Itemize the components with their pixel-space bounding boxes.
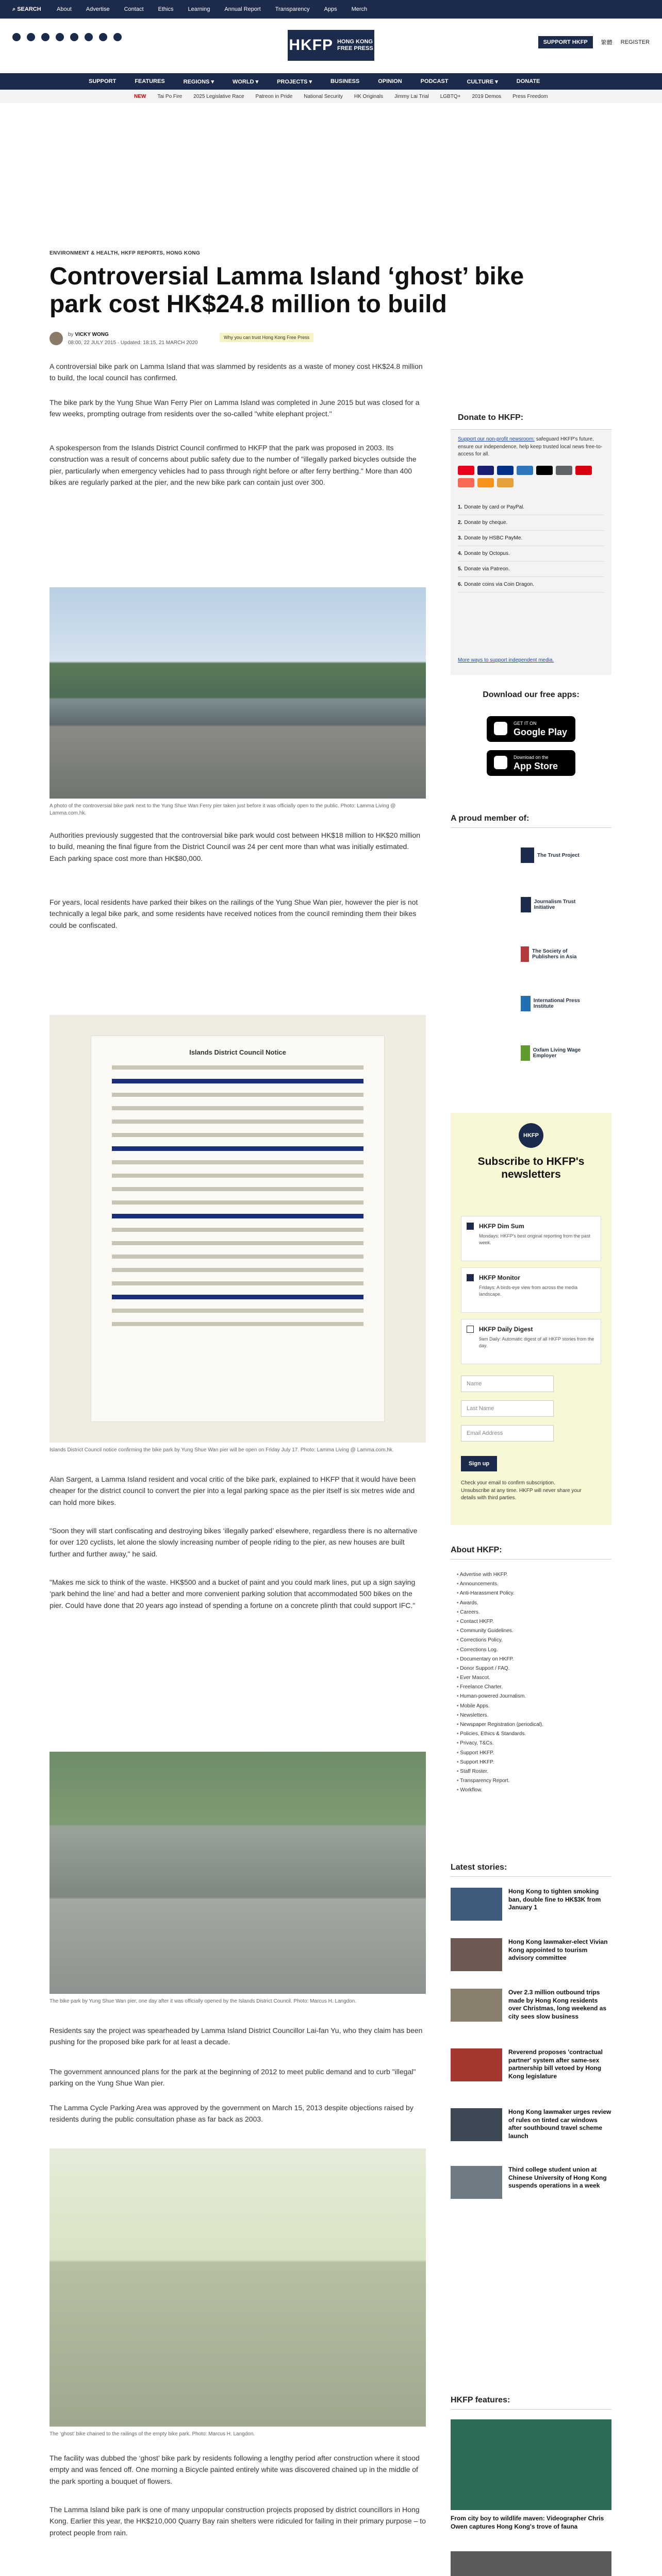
checkbox-icon[interactable]: [467, 1223, 474, 1230]
top-link-about[interactable]: About: [57, 6, 72, 12]
hkfp-badge: HKFP: [519, 1123, 543, 1148]
about-title: About HKFP:: [451, 1546, 611, 1560]
amex-icon: [517, 466, 533, 475]
about-link[interactable]: • Anti-Harassment Policy.: [457, 1589, 606, 1598]
x-icon[interactable]: [27, 33, 35, 41]
article-paragraph: Alan Sargent, a Lamma Island resident and vocal critic of the bike park, explained to HKFP that it would have been cheaper for the district council to convert the pier into a legal parking space as the pier itself is six metres wide and can hold more bikes.: [49, 1475, 416, 1506]
google-play-icon: [494, 722, 507, 735]
newsletter-option-dim-sum[interactable]: HKFP Dim Sum Mondays: HKFP's best original reporting from the past week.: [461, 1216, 601, 1261]
story-thumbnail: [451, 1888, 502, 1921]
first-name-input[interactable]: Name: [461, 1376, 554, 1392]
search-link[interactable]: ⌕ SEARCH: [12, 6, 41, 12]
notice-document: [91, 1036, 385, 1422]
brand-actions: [538, 36, 650, 48]
features-title: HKFP features:: [451, 2396, 611, 2410]
latest-story[interactable]: Third college student union at Chinese University of Hong Kong suspends operations in a week: [451, 2166, 611, 2212]
article-paragraph: For years, local residents have parked their bikes on the railings of the Yung Shue Wan pier, however the pier is not technically a legal bike park, and some residents have received notices from the council reminding them their bikes could be confiscated.: [49, 898, 418, 929]
threads-icon[interactable]: [56, 33, 64, 41]
apple-icon: [494, 756, 507, 769]
story-thumbnail: [451, 2166, 502, 2199]
linkedin-icon[interactable]: [85, 33, 93, 41]
parked-bikes-photo: [49, 1752, 426, 1994]
top-link-learning[interactable]: Learning: [188, 6, 210, 12]
signup-note: Check your email to confirm subscription. Unsubscribe at any time. HKFP will never share your details with third parties.: [461, 1480, 582, 1501]
latest-story[interactable]: Reverend proposes 'contractual partner' system after same-sex partnership bill vetoed by Hong Kong legislature: [451, 2048, 611, 2095]
top-link-merch[interactable]: Merch: [351, 6, 368, 12]
search-icon: ⌕: [12, 6, 18, 12]
trending-nav: [0, 90, 662, 103]
checkbox-icon[interactable]: [467, 1274, 474, 1281]
social-icons: [12, 33, 122, 41]
trending-link[interactable]: Patreon in Pride: [255, 94, 293, 99]
about-link[interactable]: • Documentary on HKFP.: [457, 1655, 606, 1664]
article-paragraph: "Soon they will start confiscating and destroying bikes ‘illegally parked’ elsewhere, regardless there is no alternative for over 120 cyclists, let alone the slowly increasing number of people riding to the pier, as new houses are built further and further away," he said.: [49, 1527, 418, 1558]
top-link-apps[interactable]: Apps: [324, 6, 337, 12]
publish-dates: 08:00, 22 JULY 2015 · Updated: 18:15, 21 MARCH 2020: [68, 340, 198, 346]
about-link[interactable]: • Policies, Ethics & Standards.: [457, 1730, 606, 1739]
story-thumbnail: [451, 1938, 502, 1971]
newsletter-option-monitor[interactable]: HKFP Monitor Fridays: A birds-eye view from across the media landscape.: [461, 1267, 601, 1313]
nav-world[interactable]: WORLD ▾: [232, 79, 259, 85]
feature-story[interactable]: From city boy to wildlife maven: Videographer Chris Owen captures Hong Kong's trove of fauna: [451, 2419, 611, 2531]
mastercard-icon: [458, 466, 474, 475]
support-hkfp-button[interactable]: SUPPORT HKFP: [538, 36, 593, 48]
trending-link[interactable]: Tai Po Fire: [157, 94, 183, 99]
payment-methods: [458, 466, 597, 487]
story-thumbnail: [451, 1989, 502, 2022]
nav-projects[interactable]: PROJECTS ▾: [277, 79, 312, 85]
trending-link[interactable]: 2025 Legislative Race: [193, 94, 244, 99]
nav-culture[interactable]: CULTURE ▾: [467, 79, 498, 85]
article-paragraph: Residents say the project was spearheaded by Lamma Island District Councillor Lai-fan Yu, who they claim has been pushing for the proposed bike park for at least a decade.: [49, 2026, 423, 2046]
photo-caption: The ‘ghost’ bike chained to the railings of the empty bike park. Photo: Marcus H. Langdon.: [49, 2431, 255, 2437]
nav-opinion[interactable]: OPINION: [378, 78, 402, 84]
about-link[interactable]: • Awards.: [457, 1599, 606, 1608]
article-headline: Controversial Lamma Island ‘ghost’ bike park cost HK$24.8 million to build: [49, 263, 524, 318]
hkfp-logo[interactable]: [288, 30, 374, 61]
about-link[interactable]: • Contact HKFP.: [457, 1617, 606, 1626]
feature-image: [451, 2551, 611, 2576]
nav-business[interactable]: BUSINESS: [330, 78, 360, 84]
member-of-title: A proud member of:: [451, 814, 611, 828]
rss-icon[interactable]: [113, 33, 122, 41]
author-name[interactable]: VICKY WONG: [75, 332, 109, 337]
top-link-ethics[interactable]: Ethics: [158, 6, 174, 12]
latest-story[interactable]: Hong Kong to tighten smoking ban, double fine to HK$3K from January 1: [451, 1888, 611, 1934]
byline: [49, 330, 359, 350]
article-paragraph: The Lamma Cycle Parking Area was approved by the government on March 15, 2013 despite objections raised by residents during the public consultation phase as far back as 2003.: [49, 2104, 413, 2124]
instagram-icon[interactable]: [41, 33, 49, 41]
photo-caption: The bike park by Yung Shue Wan pier, one day after it was officially opened by the Islands District Council. Photo: Marcus H. Langdon.: [49, 1998, 357, 2004]
bitcoin-icon: [477, 478, 494, 487]
donate-method-list: [458, 500, 604, 592]
article-paragraph: The government announced plans for the park at the beginning of 2012 to meet public demand and to curb "illegal" parking on the Yung Shue Wan pier.: [49, 2067, 416, 2088]
donate-intro: Support our non-profit newsroom: safeguard HKFP's future, ensure our independence, help keep trusted local news free-to-access for all.: [458, 436, 603, 457]
author: by VICKY WONG: [68, 332, 109, 337]
story-thumbnail: [451, 2048, 502, 2081]
top-links: [57, 6, 367, 12]
about-link[interactable]: • Newsletters.: [457, 1711, 606, 1720]
article-categories[interactable]: ENVIRONMENT & HEALTH, HKFP REPORTS, HONG KONG: [49, 250, 201, 256]
nav-features[interactable]: FEATURES: [135, 78, 165, 84]
newsletter-option-daily-digest[interactable]: HKFP Daily Digest 9am Daily: Automatic digest of all HKFP stories from the day.: [461, 1319, 601, 1364]
telegram-icon[interactable]: [99, 33, 107, 41]
support-newsroom-link[interactable]: Support our non-profit newsroom:: [458, 436, 535, 442]
about-link[interactable]: • Workflow.: [457, 1786, 606, 1795]
trending-link[interactable]: 2019 Demos: [472, 94, 502, 99]
article-paragraph: "Makes me sick to think of the waste. HK$500 and a bucket of paint and you could mark lines, put up a sign saying ‘park behind the line’ and had a better and more convenient parking solution that accommodated 500 bikes on the pier. Could have done that 20 years ago instead of spending a fortune on a concrete plinth that could support IFC.": [49, 1578, 416, 1609]
latest-story[interactable]: Over 2.3 million outbound trips made by Hong Kong residents over Christmas, long weekend as city sees slow business: [451, 1989, 611, 2035]
about-link[interactable]: • Donor Support / FAQ.: [457, 1664, 606, 1673]
latest-story[interactable]: Hong Kong lawmaker urges review of rules on tinted car windows after southbound travel scheme launch: [451, 2108, 611, 2155]
member-jti[interactable]: Journalism Trust Initiative: [521, 894, 583, 915]
language-link[interactable]: 繁體: [601, 40, 613, 46]
paypal-icon: [497, 466, 514, 475]
checkbox-icon[interactable]: [467, 1326, 474, 1333]
article-paragraph: Authorities previously suggested that the controversial bike park would cost between HK$18 million to HK$20 million to build, meaning the final figure from the District Council was 24 per cent more than what was initially estimated. Each parking space cost more than HK$80,000.: [49, 831, 421, 862]
octopus-icon: [497, 478, 514, 487]
top-link-advertise[interactable]: Advertise: [86, 6, 110, 12]
latest-story[interactable]: Hong Kong lawmaker-elect Vivian Kong appointed to tourism advisory committee: [451, 1938, 611, 1985]
about-link[interactable]: • Support HKFP.: [457, 1758, 606, 1767]
about-link[interactable]: • Announcements.: [457, 1580, 606, 1589]
article-paragraph: A controversial bike park on Lamma Island that was slammed by residents as a waste of money cost HK$24.8 million to build, the local council has confirmed.: [49, 362, 423, 382]
brand-bar: [0, 19, 662, 73]
article-paragraph: A spokesperson from the Islands District Council confirmed to HKFP that the park was proposed in 2003. Its construction was a result of concerns about public safety due to the number of "illegally parked bicycles outside the pier, particularly when emergency vehicles had to pass through right before or after ferry berthing." More than 400 bikes are regularly parked at the pier, and the new bike park can contain just over 300.: [49, 444, 417, 487]
newsletter-signup: [451, 1113, 611, 1525]
notice-title: Islands District Council Notice: [189, 1048, 286, 1056]
nav-support[interactable]: SUPPORT: [89, 78, 117, 84]
sidebar-app-store-badge[interactable]: Download on the App Store: [487, 750, 575, 776]
about-link[interactable]: • Community Guidelines.: [457, 1626, 606, 1636]
donate-method[interactable]: 1. Donate by card or PayPal.: [458, 500, 604, 515]
donate-method[interactable]: 3. Donate by HSBC PayMe.: [458, 531, 604, 546]
logo-mark: HKFP: [289, 37, 333, 54]
photo-caption: A photo of the controversial bike park next to the Yung Shue Wan Ferry pier taken just before it was officially open to the public. Photo: Lamma Living @ Lamma.com.hk.: [49, 803, 396, 816]
nav-donate[interactable]: DONATE: [516, 78, 540, 84]
trust-notice-link[interactable]: Why you can trust Hong Kong Free Press: [220, 333, 313, 342]
about-link[interactable]: • Corrections Policy.: [457, 1636, 606, 1645]
ghost-bike-photo: [49, 2148, 426, 2427]
signup-button[interactable]: Sign up: [461, 1456, 497, 1471]
feature-image: [451, 2419, 611, 2510]
top-bar: [0, 0, 662, 19]
feature-story[interactable]: [451, 2551, 611, 2576]
article-paragraph: The facility was dubbed the ‘ghost’ bike park by residents following a lengthy period after construction where it stood empty and was fenced off. One morning a Bicycle painted entirely white was discovered chained up in the middle of the park sporting a bouquet of flowers.: [49, 2454, 420, 2485]
youtube-icon[interactable]: [70, 33, 78, 41]
about-link[interactable]: • Corrections Log.: [457, 1646, 606, 1655]
article-paragraph: The Lamma Island bike park is one of many unpopular construction projects proposed by district councillors in Hong Kong. Earlier this year, the HK$210,000 Quarry Bay rain shelters were ridiculed for failing in their primary purpose – to protect people from rain.: [49, 2505, 426, 2537]
photo-caption: Islands District Council notice confirming the bike park by Yung Shue Wan pier will be open on Friday July 17. Photo: Lamma Living @ Lamma.com.hk.: [49, 1447, 394, 1453]
member-trust-project[interactable]: The Trust Project: [521, 845, 583, 866]
about-links: [457, 1570, 606, 1795]
new-badge: NEW: [134, 94, 146, 99]
about-link[interactable]: • Freelance Charter.: [457, 1683, 606, 1692]
member-sopa[interactable]: The Society of Publishers in Asia: [521, 944, 583, 964]
top-link-contact[interactable]: Contact: [124, 6, 144, 12]
donate-method[interactable]: 5. Donate via Patreon.: [458, 562, 604, 577]
about-link[interactable]: • Mobile Apps.: [457, 1702, 606, 1711]
nav-regions[interactable]: REGIONS ▾: [183, 79, 214, 85]
bike-park-photo: [49, 587, 426, 799]
main-nav: [0, 73, 662, 90]
about-link[interactable]: • Newspaper Registration (periodical).: [457, 1720, 606, 1730]
author-avatar: [49, 332, 63, 345]
story-thumbnail: [451, 2108, 502, 2141]
payme-icon: [575, 466, 592, 475]
visa-icon: [477, 466, 494, 475]
about-link[interactable]: • Staff Roster.: [457, 1767, 606, 1776]
article-paragraph: The bike park by the Yung Shue Wan Ferry Pier on Lamma Island was completed in June 2015 but was closed for a few weeks, prompting outrage from residents over the so-called "white elephant project.": [49, 398, 420, 418]
logo-text: HONG KONG FREE PRESS: [337, 38, 373, 52]
email-input[interactable]: Email Address: [461, 1425, 554, 1442]
register-link[interactable]: REGISTER: [620, 39, 650, 45]
trending-link[interactable]: Jimmy Lai Trial: [394, 94, 429, 99]
last-name-input[interactable]: Last Name: [461, 1400, 554, 1417]
member-oxfam[interactable]: Oxfam Living Wage Employer: [521, 1043, 583, 1063]
trending-link[interactable]: National Security: [304, 94, 343, 99]
about-link[interactable]: • Ever Mascot.: [457, 1673, 606, 1683]
about-link[interactable]: • Privacy, T&Cs.: [457, 1739, 606, 1748]
download-apps-title: Download our free apps:: [483, 690, 580, 699]
sidebar-donate-panel: [451, 407, 611, 675]
latest-stories-title: Latest stories:: [451, 1863, 611, 1877]
trending-link[interactable]: HK Originals: [354, 94, 383, 99]
about-link[interactable]: • Advertise with HKFP.: [457, 1570, 606, 1580]
facebook-icon[interactable]: [12, 33, 21, 41]
donate-method[interactable]: 2. Donate by cheque.: [458, 515, 604, 531]
about-link[interactable]: • Human-powered Journalism.: [457, 1692, 606, 1701]
sidebar-google-play-badge[interactable]: GET IT ON Google Play: [487, 716, 575, 742]
apple-pay-icon: [536, 466, 553, 475]
council-notice-photo: [49, 1015, 426, 1443]
sidebar-donate-title: Donate to HKFP:: [451, 407, 611, 430]
top-link-transparency[interactable]: Transparency: [275, 6, 310, 12]
member-ipi[interactable]: International Press Institute: [521, 993, 583, 1014]
trending-link[interactable]: LGBTQ+: [440, 94, 461, 99]
about-link[interactable]: • Careers.: [457, 1608, 606, 1617]
about-link[interactable]: • Support HKFP.: [457, 1749, 606, 1758]
donate-method[interactable]: 4. Donate by Octopus.: [458, 546, 604, 562]
newsletter-title: Subscribe to HKFP's newsletters: [477, 1156, 585, 1181]
nav-podcast[interactable]: PODCAST: [420, 78, 449, 84]
patreon-icon: [458, 478, 474, 487]
top-link-annual-report[interactable]: Annual Report: [224, 6, 261, 12]
google-pay-icon: [556, 466, 572, 475]
about-link[interactable]: • Transparency Report.: [457, 1776, 606, 1786]
more-ways-link[interactable]: More ways to support independent media.: [458, 657, 554, 663]
trending-link[interactable]: Press Freedom: [512, 94, 548, 99]
donate-method[interactable]: 6. Donate coins via Coin Dragon.: [458, 577, 604, 592]
